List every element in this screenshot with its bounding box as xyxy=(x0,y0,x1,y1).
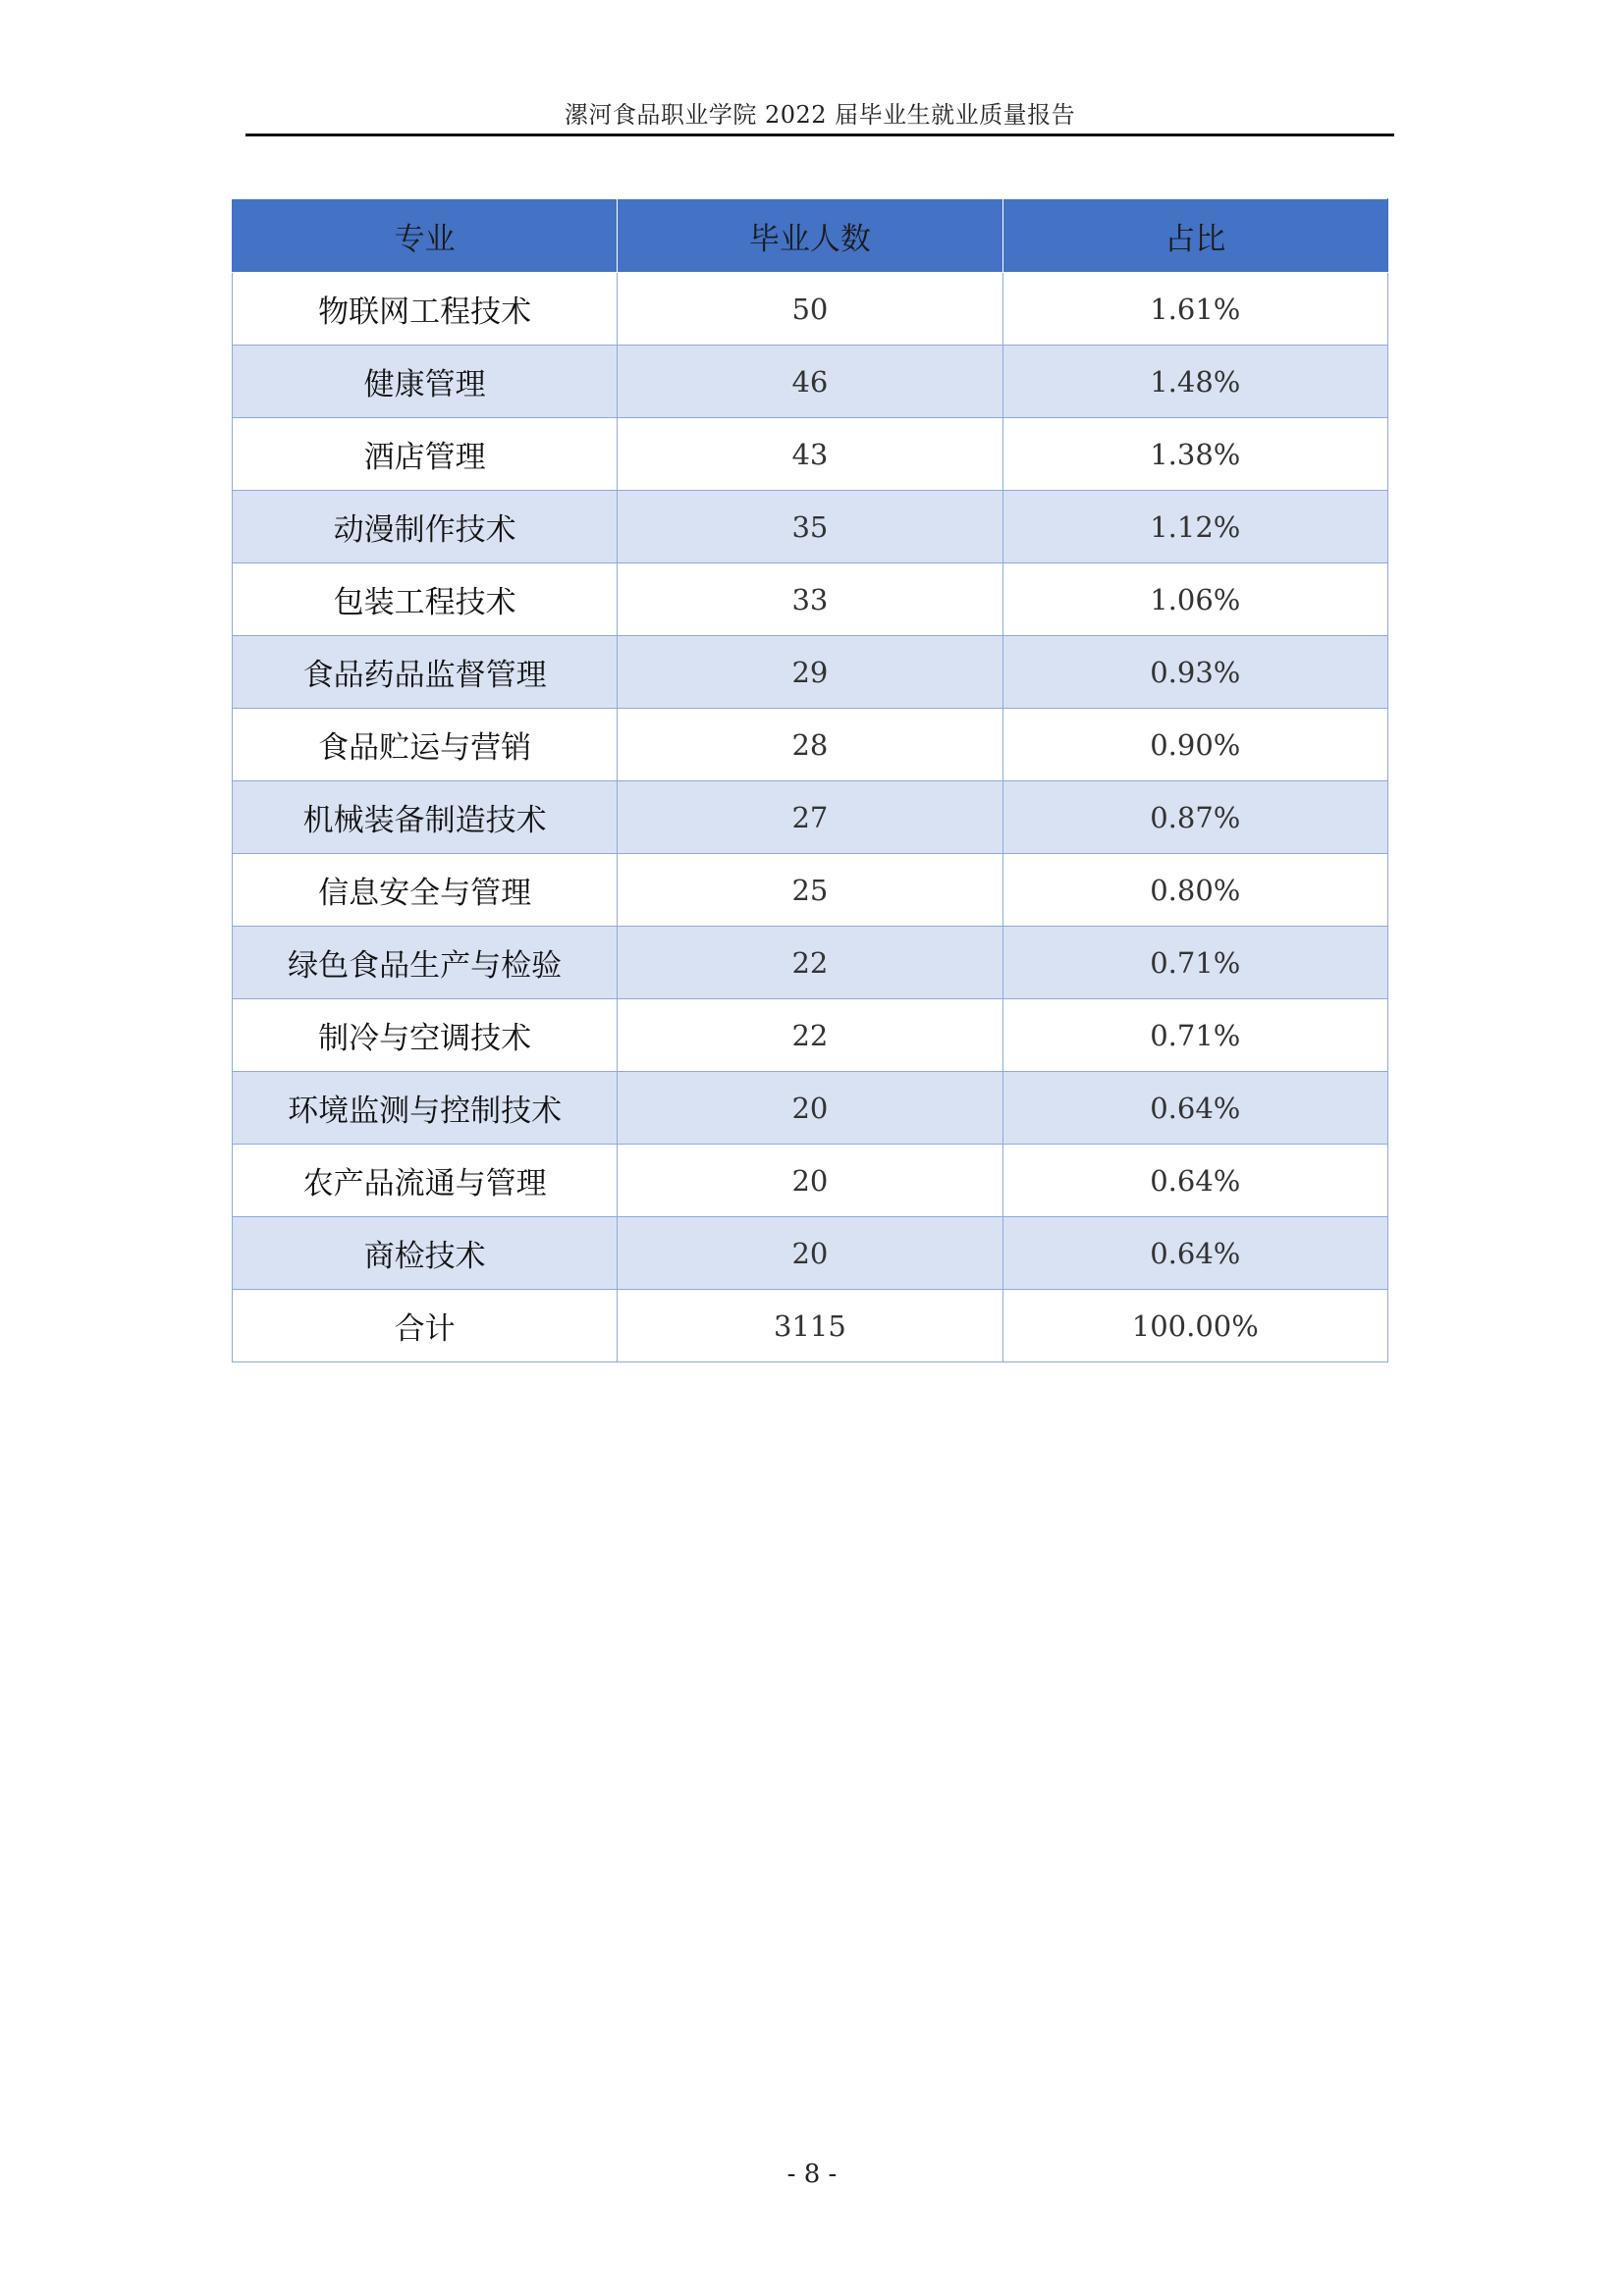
percentage-cell: 0.64% xyxy=(1002,1145,1387,1217)
count-cell: 50 xyxy=(618,273,1002,346)
page-header-title: 漯河食品职业学院 2022 届毕业生就业质量报告 xyxy=(564,101,1076,129)
percentage-cell: 1.61% xyxy=(1002,273,1387,346)
percentage-cell: 0.93% xyxy=(1002,636,1387,709)
graduates-by-major-table xyxy=(232,198,1388,1362)
count-cell: 33 xyxy=(618,563,1002,636)
table-row xyxy=(233,491,1388,563)
table-row xyxy=(233,346,1388,418)
count-cell: 29 xyxy=(618,636,1002,709)
table-body xyxy=(233,273,1388,1362)
major-cell: 商检技术 xyxy=(233,1217,618,1290)
count-cell: 20 xyxy=(618,1072,1002,1145)
count-cell: 3115 xyxy=(618,1290,1002,1362)
major-cell: 包装工程技术 xyxy=(233,563,618,636)
column-header-major: 专业 xyxy=(233,199,618,273)
percentage-cell: 0.64% xyxy=(1002,1217,1387,1290)
table-row xyxy=(233,1217,1388,1290)
count-cell: 20 xyxy=(618,1217,1002,1290)
table-row xyxy=(233,273,1388,346)
table-row xyxy=(233,999,1388,1072)
major-cell: 物联网工程技术 xyxy=(233,273,618,346)
table-row xyxy=(233,854,1388,927)
percentage-cell: 1.38% xyxy=(1002,418,1387,491)
percentage-cell: 0.71% xyxy=(1002,999,1387,1072)
percentage-cell: 0.80% xyxy=(1002,854,1387,927)
table-row xyxy=(233,563,1388,636)
major-cell: 食品药品监督管理 xyxy=(233,636,618,709)
header-divider xyxy=(245,133,1394,136)
column-header-percentage: 占比 xyxy=(1002,199,1387,273)
percentage-cell: 0.87% xyxy=(1002,781,1387,854)
percentage-cell: 100.00% xyxy=(1002,1290,1387,1362)
major-cell: 绿色食品生产与检验 xyxy=(233,927,618,999)
table-header-row xyxy=(233,199,1388,273)
percentage-cell: 0.64% xyxy=(1002,1072,1387,1145)
table-row xyxy=(233,709,1388,781)
count-cell: 22 xyxy=(618,927,1002,999)
major-cell: 酒店管理 xyxy=(233,418,618,491)
total-row xyxy=(233,1290,1388,1362)
page-number: - 8 - xyxy=(786,2160,838,2189)
count-cell: 43 xyxy=(618,418,1002,491)
major-cell: 动漫制作技术 xyxy=(233,491,618,563)
column-header-count: 毕业人数 xyxy=(618,199,1002,273)
major-cell: 信息安全与管理 xyxy=(233,854,618,927)
count-cell: 35 xyxy=(618,491,1002,563)
count-cell: 27 xyxy=(618,781,1002,854)
major-cell: 食品贮运与营销 xyxy=(233,709,618,781)
table-row xyxy=(233,1072,1388,1145)
table-row xyxy=(233,1145,1388,1217)
major-cell: 机械装备制造技术 xyxy=(233,781,618,854)
count-cell: 20 xyxy=(618,1145,1002,1217)
count-cell: 25 xyxy=(618,854,1002,927)
count-cell: 22 xyxy=(618,999,1002,1072)
percentage-cell: 1.06% xyxy=(1002,563,1387,636)
major-cell: 环境监测与控制技术 xyxy=(233,1072,618,1145)
major-cell: 制冷与空调技术 xyxy=(233,999,618,1072)
table-row xyxy=(233,927,1388,999)
major-cell: 健康管理 xyxy=(233,346,618,418)
percentage-cell: 0.90% xyxy=(1002,709,1387,781)
percentage-cell: 1.12% xyxy=(1002,491,1387,563)
table-row xyxy=(233,418,1388,491)
table-row xyxy=(233,636,1388,709)
table-row xyxy=(233,781,1388,854)
percentage-cell: 0.71% xyxy=(1002,927,1387,999)
count-cell: 46 xyxy=(618,346,1002,418)
count-cell: 28 xyxy=(618,709,1002,781)
major-cell: 农产品流通与管理 xyxy=(233,1145,618,1217)
percentage-cell: 1.48% xyxy=(1002,346,1387,418)
major-cell: 合计 xyxy=(233,1290,618,1362)
